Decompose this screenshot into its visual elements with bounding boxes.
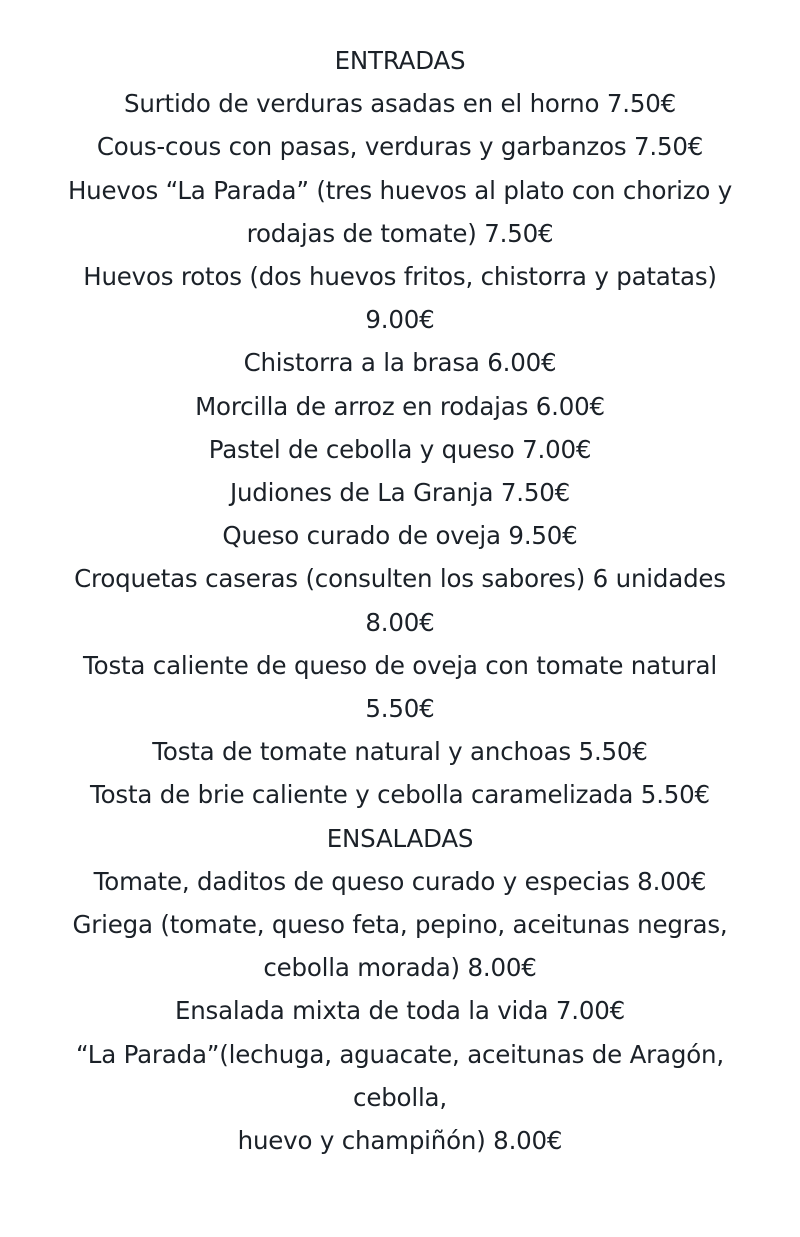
menu-item-line: 8.00€	[365, 607, 435, 637]
menu-item-line: Judiones de La Granja 7.50€	[229, 478, 571, 508]
menu-item-line: Tosta de tomate natural y anchoas 5.50€	[152, 737, 648, 767]
menu-item-line: Croquetas caseras (consulten los sabores) 6 unidades	[74, 564, 726, 594]
section-heading-ensaladas: ENSALADAS	[326, 823, 474, 853]
menu-item-line: 9.00€	[365, 305, 435, 335]
menu-item-line: Chistorra a la brasa 6.00€	[243, 348, 557, 378]
menu-item-line: 5.50€	[365, 694, 435, 724]
menu-item-line: Ensalada mixta de toda la vida 7.00€	[174, 996, 626, 1026]
menu-item-line: cebolla morada) 8.00€	[263, 953, 537, 983]
menu-item-line: Queso curado de oveja 9.50€	[222, 521, 578, 551]
menu-item-line: Tomate, daditos de queso curado y especias 8.00€	[93, 866, 707, 896]
menu-item-line: Pastel de cebolla y queso 7.00€	[208, 434, 592, 464]
menu-item-line: huevo y champiñón) 8.00€	[237, 1126, 563, 1156]
menu-item-line: Griega (tomate, queso feta, pepino, aceitunas negras,	[72, 910, 728, 940]
section-heading-entradas: ENTRADAS	[334, 46, 466, 75]
menu-item-line: Surtido de verduras asadas en el horno 7.50€	[123, 89, 676, 119]
menu-item-line: Huevos “La Parada” (tres huevos al plato con chorizo y	[67, 175, 733, 205]
menu-item-line: Tosta caliente de queso de oveja con tomate natural	[83, 650, 717, 680]
menu-item-line: cebolla,	[353, 1082, 447, 1112]
menu-item-line: Huevos rotos (dos huevos fritos, chistorra y patatas)	[83, 262, 717, 292]
menu-item-line: “La Parada”(lechuga, aguacate, aceitunas de Aragón,	[76, 1039, 724, 1069]
menu-item-line: Cous-cous con pasas, verduras y garbanzos 7.50€	[96, 132, 704, 162]
menu-item-line: rodajas de tomate) 7.50€	[246, 218, 554, 248]
menu-item-line: Morcilla de arroz en rodajas 6.00€	[195, 391, 605, 421]
menu-item-line: Tosta de brie caliente y cebolla caramelizada 5.50€	[90, 780, 710, 810]
menu-page	[0, 39, 800, 1162]
